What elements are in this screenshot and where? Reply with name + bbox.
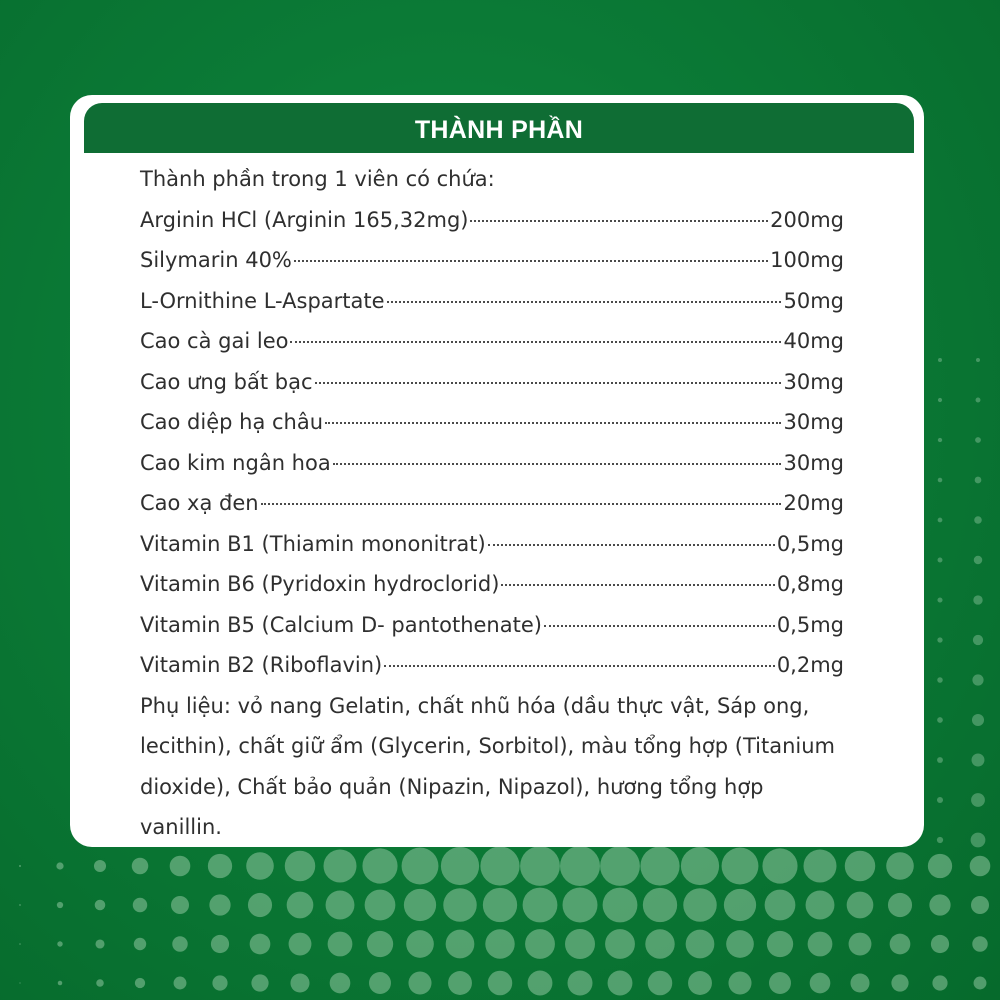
halftone-dot: [608, 971, 633, 996]
halftone-dot: [135, 978, 145, 988]
halftone-dot: [330, 973, 351, 994]
halftone-dot: [170, 856, 191, 877]
halftone-dot: [441, 847, 479, 885]
halftone-dot: [404, 889, 436, 921]
halftone-dot: [133, 898, 147, 912]
halftone-dot: [974, 516, 982, 524]
halftone-dot: [248, 893, 272, 917]
halftone-dot: [937, 637, 942, 642]
ingredient-amount: 0,8mg: [776, 572, 844, 596]
halftone-dot: [976, 358, 980, 362]
ingredient-name: Silymarin 40%: [140, 248, 292, 272]
dot-leader: [315, 382, 782, 384]
halftone-dot: [408, 971, 431, 994]
ingredient-row: [140, 605, 844, 646]
halftone-dot: [448, 971, 472, 995]
halftone-dot: [845, 851, 876, 882]
ingredient-amount: 30mg: [783, 450, 844, 475]
dot-leader: [294, 260, 768, 262]
halftone-dot: [57, 941, 62, 946]
halftone-dot: [568, 971, 593, 996]
dot-leader: [333, 463, 782, 465]
halftone-dot: [19, 904, 21, 906]
halftone-dot: [849, 933, 872, 956]
ingredient-row: [140, 402, 844, 443]
ingredient-amount: 0,5mg: [776, 531, 844, 556]
halftone-dot: [640, 846, 679, 885]
halftone-dot: [211, 935, 229, 953]
halftone-dot: [803, 849, 836, 882]
halftone-dot: [285, 851, 316, 882]
halftone-dot: [971, 833, 986, 848]
halftone-dot: [523, 888, 558, 923]
intro-line: [140, 159, 844, 200]
halftone-dot: [971, 793, 985, 807]
halftone-dot: [888, 893, 912, 917]
ingredient-amount: 0,5mg: [776, 612, 844, 637]
ingredients-content: [140, 159, 844, 847]
halftone-dot: [688, 971, 712, 995]
halftone-dot: [289, 933, 312, 956]
halftone-dot: [212, 975, 227, 990]
halftone-dot: [937, 797, 943, 803]
ingredient-amount: 100mg: [770, 248, 844, 272]
halftone-dot: [974, 556, 982, 564]
ingredient-name: Vitamin B1 (Thiamin mononitrat): [140, 531, 486, 556]
halftone-dot: [722, 848, 759, 885]
halftone-dot: [95, 900, 106, 911]
halftone-dot: [806, 891, 835, 920]
halftone-dot: [648, 971, 673, 996]
ingredient-amount: 0,2mg: [776, 653, 844, 677]
dot-leader: [501, 584, 774, 586]
halftone-dot: [974, 977, 987, 990]
halftone-dot: [975, 437, 981, 443]
halftone-dot: [765, 890, 796, 921]
halftone-dot: [250, 934, 271, 955]
halftone-dot: [847, 892, 874, 919]
halftone-dot: [938, 398, 942, 402]
dot-leader: [387, 301, 782, 303]
ingredient-amount: 30mg: [783, 410, 844, 434]
halftone-dot: [19, 982, 20, 983]
halftone-dot: [970, 856, 991, 877]
ingredient-row: [140, 483, 844, 524]
halftone-dot: [886, 852, 914, 880]
halftone-dot: [365, 890, 396, 921]
halftone-dot: [362, 848, 397, 883]
halftone-dot: [96, 979, 104, 987]
ingredient-amount: 40mg: [783, 329, 844, 353]
ingredient-amount: 200mg: [770, 207, 844, 232]
halftone-dot: [446, 930, 475, 959]
halftone-dot: [643, 888, 677, 922]
halftone-dot: [134, 938, 146, 950]
halftone-dot: [932, 975, 947, 990]
halftone-dot: [810, 973, 831, 994]
halftone-dot: [931, 935, 949, 953]
halftone-dot: [56, 862, 63, 869]
dot-leader: [290, 341, 781, 343]
ingredient-amount: 30mg: [783, 369, 844, 394]
halftone-dot: [973, 595, 982, 604]
dot-leader: [470, 220, 768, 222]
halftone-dot: [928, 854, 952, 878]
halftone-dot: [246, 852, 274, 880]
halftone-dot: [565, 929, 595, 959]
halftone-dot: [19, 943, 21, 945]
ingredient-amount: 20mg: [783, 491, 844, 515]
halftone-dot: [724, 889, 756, 921]
halftone-dot: [367, 931, 393, 957]
halftone-dot: [132, 858, 149, 875]
halftone-dot: [520, 846, 560, 886]
ingredient-name: L-Ornithine L-Aspartate: [140, 288, 385, 313]
ingredient-row: [140, 362, 844, 403]
ingredient-name: Arginin HCl (Arginin 165,32mg): [140, 207, 469, 232]
halftone-dot: [57, 902, 63, 908]
halftone-dot: [560, 846, 600, 886]
halftone-dot: [443, 888, 476, 921]
halftone-dot: [937, 717, 943, 723]
dot-leader: [488, 544, 775, 546]
halftone-dot: [938, 558, 943, 563]
halftone-dot: [209, 894, 230, 915]
halftone-dot: [323, 849, 356, 882]
halftone-dot: [480, 846, 519, 885]
halftone-dot: [937, 597, 942, 602]
ingredient-name: Cao diệp hạ châu: [140, 410, 324, 434]
halftone-dot: [406, 930, 434, 958]
halftone-dot: [971, 896, 989, 914]
ingredient-row: [140, 281, 844, 322]
ingredient-row: [140, 645, 844, 686]
halftone-dot: [603, 888, 638, 923]
excipients-paragraph: Phụ liệu: vỏ nang Gelatin, chất nhũ hóa (dầu thực vật, Sáp ong, lecithin), chất giữ ẩm (Glycerin, Sorbitol), màu tổng hợp (Titanium dioxide), Chất bảo quản (Nipazin, Nipazol), hương tổng hợp vanillin.: [140, 693, 835, 839]
halftone-dot: [525, 929, 555, 959]
dot-leader: [325, 422, 781, 424]
ingredient-name: Cao xạ đen: [140, 491, 259, 515]
ingredient-list: [140, 200, 844, 686]
halftone-dot: [850, 973, 869, 992]
halftone-dot: [563, 888, 598, 923]
halftone-dot: [767, 931, 793, 957]
ingredient-row: [140, 200, 844, 241]
halftone-dot: [891, 974, 908, 991]
halftone-dot: [769, 972, 791, 994]
halftone-dot: [937, 757, 943, 763]
halftone-dot: [975, 477, 982, 484]
dot-leader: [261, 503, 782, 505]
halftone-dot: [938, 518, 943, 523]
halftone-dot: [95, 939, 104, 948]
halftone-dot: [937, 837, 943, 843]
ingredient-row: [140, 321, 844, 362]
halftone-dot: [929, 894, 950, 915]
halftone-dot: [762, 848, 797, 883]
halftone-dot: [369, 972, 391, 994]
halftone-dot: [605, 929, 635, 959]
halftone-dot: [937, 677, 942, 682]
ingredient-name: Vitamin B2 (Riboflavin): [140, 653, 383, 677]
halftone-dot: [938, 478, 943, 483]
halftone-dot: [973, 635, 983, 645]
halftone-dot: [172, 936, 187, 951]
halftone-dot: [290, 973, 309, 992]
halftone-dot: [686, 930, 715, 959]
dot-leader: [384, 665, 775, 667]
halftone-dot: [328, 932, 353, 957]
halftone-dot: [938, 358, 942, 362]
halftone-dot: [58, 981, 63, 986]
ingredient-row: [140, 524, 844, 565]
halftone-dot: [972, 674, 983, 685]
halftone-dot: [890, 934, 911, 955]
halftone-dot: [287, 892, 314, 919]
halftone-dot: [808, 932, 833, 957]
halftone-dot: [528, 971, 553, 996]
halftone-dot: [171, 896, 189, 914]
ingredient-row: [140, 240, 844, 281]
halftone-dot: [972, 754, 985, 767]
halftone-dot: [251, 974, 268, 991]
halftone-dot: [326, 891, 355, 920]
ingredient-name: Vitamin B5 (Calcium D- pantothenate): [140, 612, 542, 637]
halftone-dot: [94, 860, 106, 872]
halftone-dot: [972, 936, 987, 951]
halftone-dot: [402, 848, 439, 885]
halftone-dot: [174, 977, 187, 990]
ingredients-card: [70, 95, 924, 847]
halftone-dot: [600, 846, 640, 886]
halftone-dot: [485, 929, 514, 958]
halftone-dot: [208, 854, 232, 878]
halftone-dot: [728, 971, 751, 994]
halftone-dot: [972, 714, 984, 726]
halftone-dot: [488, 971, 513, 996]
halftone-dot: [938, 438, 942, 442]
ingredient-name: Cao ưng bất bạc: [140, 369, 313, 394]
halftone-dot: [976, 398, 981, 403]
ingredient-name: Cao kim ngân hoa: [140, 450, 331, 475]
ingredient-row: [140, 443, 844, 484]
ingredient-name: Cao cà gai leo: [140, 329, 289, 353]
halftone-dot: [645, 929, 674, 958]
ingredient-amount: 50mg: [783, 288, 844, 313]
halftone-dot: [681, 847, 719, 885]
ingredient-name: Vitamin B6 (Pyridoxin hydroclorid): [140, 572, 500, 596]
card-header: [84, 103, 914, 153]
dot-leader: [544, 625, 775, 627]
intro-text: Thành phần trong 1 viên có chứa:: [140, 167, 495, 191]
card-title: THÀNH PHẦN: [414, 116, 584, 144]
ingredient-row: [140, 564, 844, 605]
halftone-dot: [483, 888, 517, 922]
halftone-dot: [19, 865, 21, 867]
halftone-dot: [683, 888, 716, 921]
halftone-dot: [726, 930, 754, 958]
